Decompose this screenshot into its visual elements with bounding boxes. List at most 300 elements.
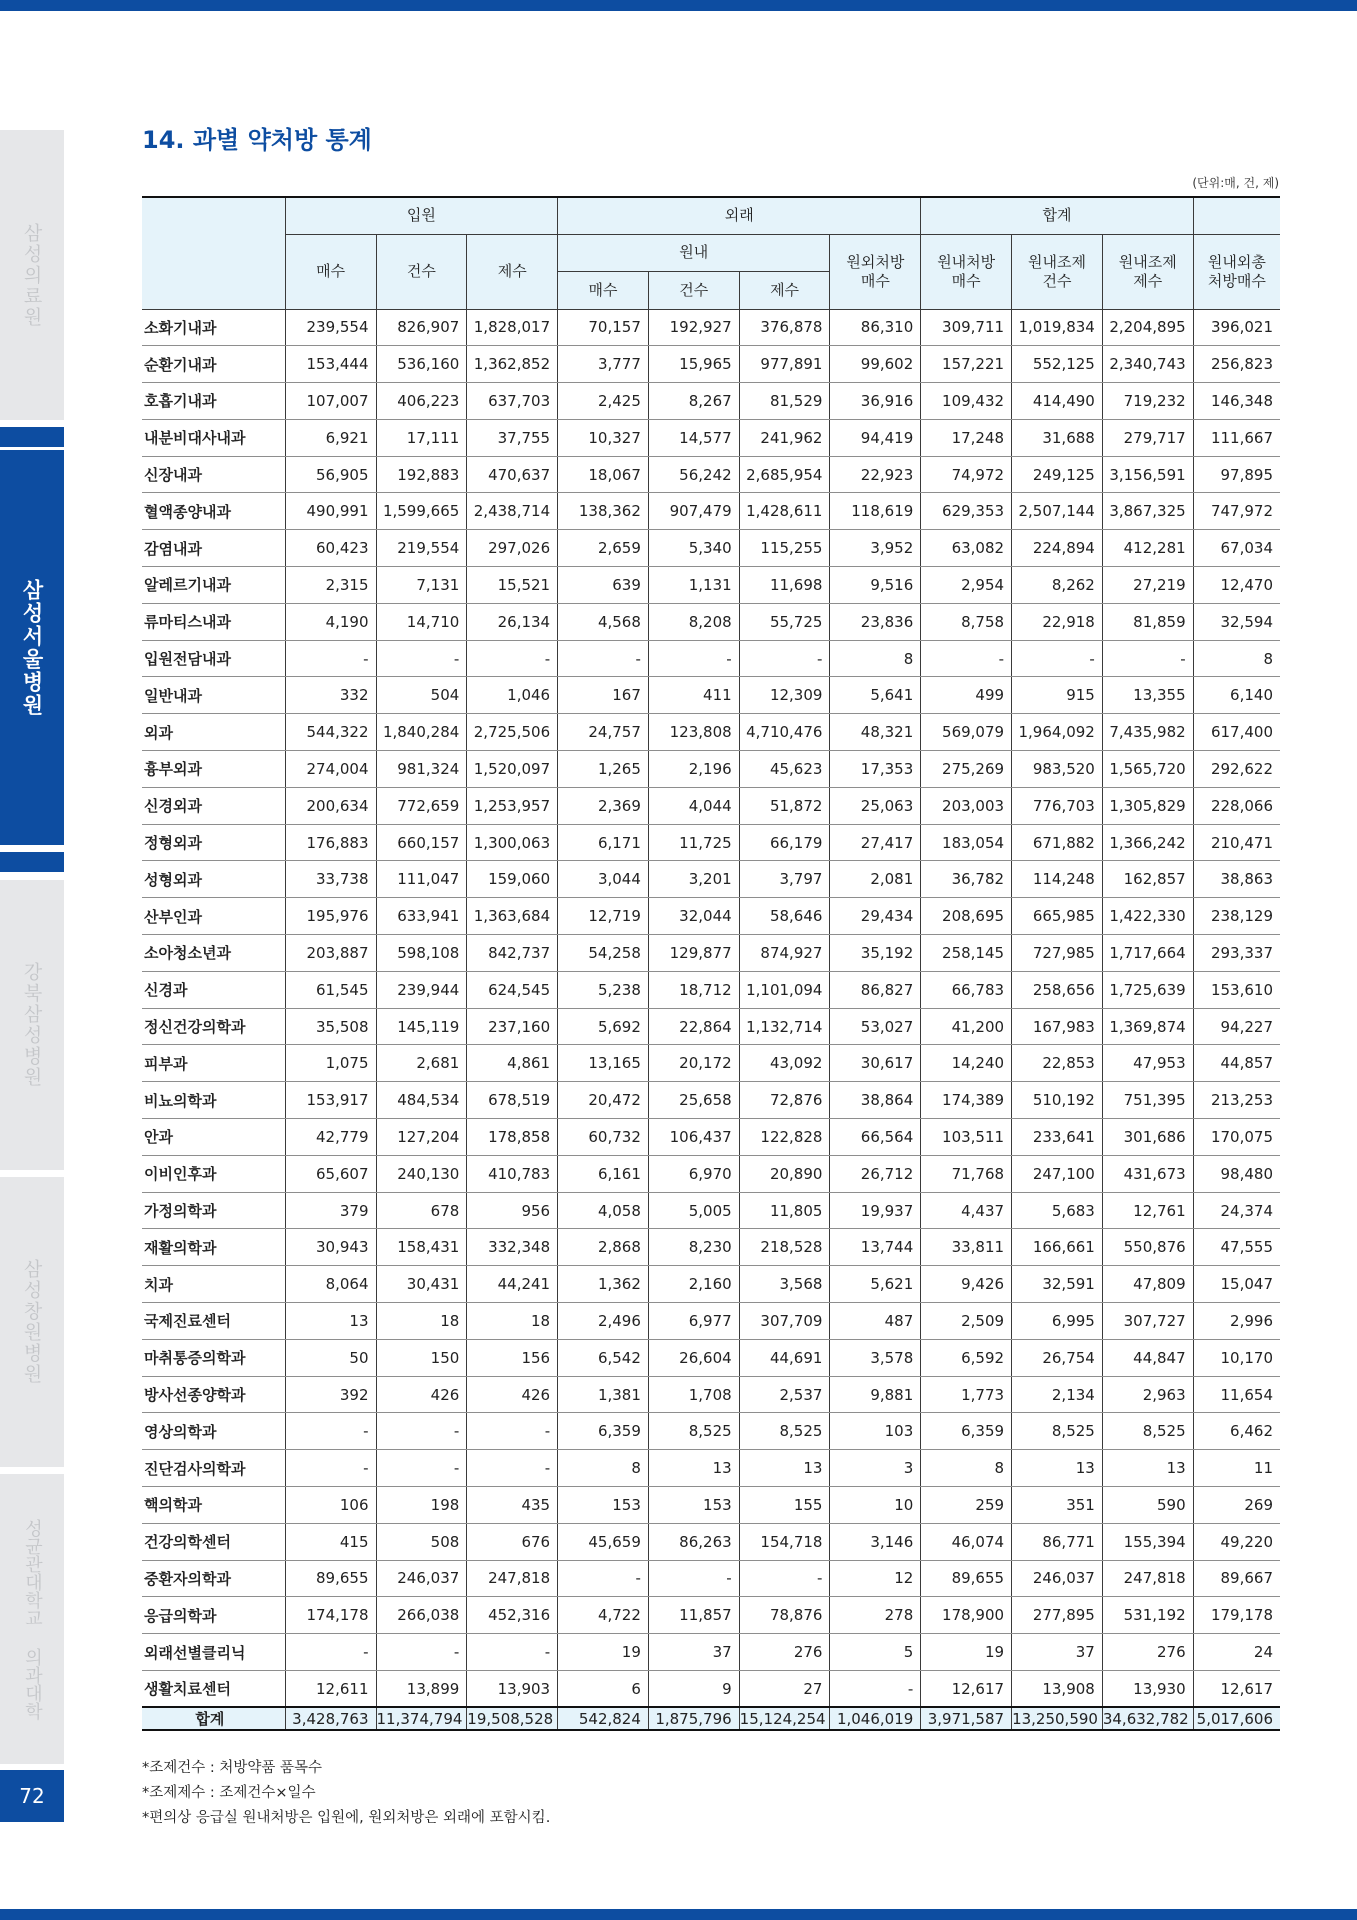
table-cell: 36,782 [921,861,1012,898]
table-cell: 153,444 [285,346,376,383]
prescription-stats-table [142,196,1280,1731]
table-cell: 307,727 [1102,1303,1193,1340]
side-tab-samsung-seoul-hospital[interactable] [0,450,64,845]
table-cell: 6,977 [648,1303,739,1340]
table-cell: 12,470 [1193,567,1280,604]
table-cell: 153,917 [285,1082,376,1119]
table-cell: 237,160 [467,1008,558,1045]
header-outpatient-cases: 건수 [648,272,739,310]
table-body [142,309,1280,1707]
table-cell: 2,196 [648,751,739,788]
table-cell: 32,044 [648,898,739,935]
dept-name: 이비인후과 [142,1155,285,1192]
table-cell: 27,219 [1102,567,1193,604]
table-cell: - [830,1670,921,1707]
table-cell: 747,972 [1193,493,1280,530]
table-cell: 53,027 [830,1008,921,1045]
table-row [142,640,1280,677]
table-cell: 776,703 [1012,787,1103,824]
table-cell: 2,160 [648,1266,739,1303]
table-cell: 411 [648,677,739,714]
dept-name: 가정의학과 [142,1192,285,1229]
dept-name: 중환자의학과 [142,1560,285,1597]
table-cell: 10,170 [1193,1339,1280,1376]
table-row [142,1119,1280,1156]
table-cell: 2,496 [558,1303,649,1340]
table-cell: 47,809 [1102,1266,1193,1303]
table-cell: 4,044 [648,787,739,824]
table-cell: 6 [558,1670,649,1707]
table-cell: 2,659 [558,530,649,567]
table-cell: - [558,1560,649,1597]
table-cell: 18 [467,1303,558,1340]
table-cell: 12,617 [921,1670,1012,1707]
header-in-rx-sheets: 원내처방 매수 [921,234,1012,309]
table-cell: 633,941 [376,898,467,935]
table-cell: 74,972 [921,456,1012,493]
table-cell: 219,554 [376,530,467,567]
table-cell: 12,611 [285,1670,376,1707]
table-cell: 2,868 [558,1229,649,1266]
table-cell: 17,111 [376,419,467,456]
table-cell: 18 [376,1303,467,1340]
table-cell: 55,725 [739,603,830,640]
table-cell: 89,655 [285,1560,376,1597]
table-cell: 155,394 [1102,1523,1193,1560]
table-row [142,567,1280,604]
table-cell: 431,673 [1102,1155,1193,1192]
table-cell: 7,435,982 [1102,714,1193,751]
table-cell: 154,718 [739,1523,830,1560]
table-cell: 351 [1012,1487,1103,1524]
table-cell: 719,232 [1102,383,1193,420]
table-cell: - [1012,640,1103,677]
table-cell: 5 [830,1634,921,1671]
table-cell: 678,519 [467,1082,558,1119]
table-cell: 153 [558,1487,649,1524]
table-row [142,346,1280,383]
table-cell: 81,859 [1102,603,1193,640]
side-tab-kangbuk-samsung-hospital[interactable] [0,880,64,1170]
table-cell: 15,047 [1193,1266,1280,1303]
table-cell: 170,075 [1193,1119,1280,1156]
table-cell: 2,507,144 [1012,493,1103,530]
table-cell: 29,434 [830,898,921,935]
table-cell: 6,592 [921,1339,1012,1376]
table-cell: 159,060 [467,861,558,898]
table-cell: 1,708 [648,1376,739,1413]
header-in-hospital: 원내 [558,234,830,272]
header-inpatient: 입원 [285,197,557,234]
table-cell: 11,805 [739,1192,830,1229]
total-row-label: 합계 [142,1707,285,1730]
table-cell: 2,725,506 [467,714,558,751]
table-cell: 874,927 [739,935,830,972]
table-cell: 111,667 [1193,419,1280,456]
table-cell: 14,240 [921,1045,1012,1082]
table-cell: 1,725,639 [1102,971,1193,1008]
table-cell: 772,659 [376,787,467,824]
table-cell: 3,578 [830,1339,921,1376]
table-cell: 86,310 [830,309,921,346]
table-cell: 22,923 [830,456,921,493]
table-cell: 12 [830,1560,921,1597]
table-cell: 1,599,665 [376,493,467,530]
table-cell: 14,710 [376,603,467,640]
table-row [142,1413,1280,1450]
side-tab-skku-school-of-medicine[interactable] [0,1474,64,1764]
table-cell: 123,808 [648,714,739,751]
side-tab-label: 성균관대학교 의과대학 [22,1518,43,1720]
table-cell: 56,242 [648,456,739,493]
table-cell: 751,395 [1102,1082,1193,1119]
table-cell: 499 [921,677,1012,714]
table-cell: 174,178 [285,1597,376,1634]
table-cell: - [376,1450,467,1487]
table-cell: 44,847 [1102,1339,1193,1376]
table-cell: 598,108 [376,935,467,972]
table-cell: 46,074 [921,1523,1012,1560]
table-cell: 11,857 [648,1597,739,1634]
dept-name: 핵의학과 [142,1487,285,1524]
table-row [142,1008,1280,1045]
table-cell: 617,400 [1193,714,1280,751]
table-row [142,1376,1280,1413]
side-tab-samsung-changwon-hospital[interactable] [0,1177,64,1467]
table-cell: 43,092 [739,1045,830,1082]
table-cell: 5,005 [648,1192,739,1229]
table-cell: 138,362 [558,493,649,530]
total-cell: 1,046,019 [830,1707,921,1730]
dept-name: 정형외과 [142,824,285,861]
total-cell: 542,824 [558,1707,649,1730]
table-cell: 274,004 [285,751,376,788]
table-row [142,1670,1280,1707]
table-cell: 8,525 [1012,1413,1103,1450]
table-cell: 13 [1012,1450,1103,1487]
table-cell: 13 [285,1303,376,1340]
table-cell: 1,717,664 [1102,935,1193,972]
table-cell: 1,520,097 [467,751,558,788]
table-cell: 118,619 [830,493,921,530]
table-cell: 70,157 [558,309,649,346]
table-cell: 37 [648,1634,739,1671]
table-row [142,493,1280,530]
table-cell: 7,131 [376,567,467,604]
dept-name: 비뇨의학과 [142,1082,285,1119]
table-cell: 13,355 [1102,677,1193,714]
table-cell: 4,058 [558,1192,649,1229]
table-cell: 1,101,094 [739,971,830,1008]
table-cell: 5,692 [558,1008,649,1045]
table-cell: 26,712 [830,1155,921,1192]
table-row [142,530,1280,567]
table-cell: 32,594 [1193,603,1280,640]
table-cell: 6,359 [921,1413,1012,1450]
table-row [142,603,1280,640]
table-cell: 2,963 [1102,1376,1193,1413]
table-cell: 51,872 [739,787,830,824]
dept-name: 생활치료센터 [142,1670,285,1707]
table-cell: 915 [1012,677,1103,714]
table-cell: 67,034 [1193,530,1280,567]
dept-name: 입원전담내과 [142,640,285,677]
table-cell: 167 [558,677,649,714]
table-cell: 1,369,874 [1102,1008,1193,1045]
table-cell: 241,962 [739,419,830,456]
table-cell: 392 [285,1376,376,1413]
table-cell: 426 [376,1376,467,1413]
header-out-rx-sheets: 원외처방 매수 [830,234,921,309]
side-tab-label: 삼성서울병원 [20,578,44,717]
dept-name: 외과 [142,714,285,751]
table-cell: 44,241 [467,1266,558,1303]
table-row [142,935,1280,972]
bottom-accent-bar [0,1909,1357,1920]
table-cell: 81,529 [739,383,830,420]
table-cell: - [739,1560,830,1597]
table-row [142,861,1280,898]
table-cell: 38,863 [1193,861,1280,898]
table-cell: 19 [558,1634,649,1671]
table-cell: 247,818 [1102,1560,1193,1597]
table-cell: 47,953 [1102,1045,1193,1082]
header-inpatient-sheets: 매수 [285,234,376,309]
table-cell: 4,861 [467,1045,558,1082]
table-cell: 210,471 [1193,824,1280,861]
table-cell: 6,462 [1193,1413,1280,1450]
table-cell: 826,907 [376,309,467,346]
table-cell: 1,565,720 [1102,751,1193,788]
header-dept [142,197,285,309]
dept-name: 영상의학과 [142,1413,285,1450]
table-cell: 218,528 [739,1229,830,1266]
table-cell: 8,525 [739,1413,830,1450]
table-row [142,1339,1280,1376]
footnote: *편의상 응급실 원내처방은 입원에, 원외처방은 외래에 포함시킴. [142,1810,551,1826]
table-cell: 60,423 [285,530,376,567]
table-cell: - [467,1413,558,1450]
table-cell: 192,883 [376,456,467,493]
table-row [142,1192,1280,1229]
table-cell: 269 [1193,1487,1280,1524]
dept-name: 방사선종양학과 [142,1376,285,1413]
table-cell: 12,617 [1193,1670,1280,1707]
table-cell: 332,348 [467,1229,558,1266]
table-row [142,1560,1280,1597]
table-cell: 426 [467,1376,558,1413]
table-cell: 292,622 [1193,751,1280,788]
table-cell: 550,876 [1102,1229,1193,1266]
page-title: 14. 과별 약처방 통계 [142,126,372,154]
table-cell: 3,044 [558,861,649,898]
table-cell: 78,876 [739,1597,830,1634]
table-cell: 259 [921,1487,1012,1524]
table-cell: 10,327 [558,419,649,456]
table-cell: 37,755 [467,419,558,456]
table-cell: 1,964,092 [1012,714,1103,751]
header-outpatient: 외래 [558,197,921,234]
table-cell: 94,227 [1193,1008,1280,1045]
dept-name: 피부과 [142,1045,285,1082]
table-cell: 8 [830,640,921,677]
table-row [142,456,1280,493]
table-cell: 13,165 [558,1045,649,1082]
table-cell: 5,621 [830,1266,921,1303]
table-cell: 406,223 [376,383,467,420]
table-cell: 35,192 [830,935,921,972]
table-cell: 17,353 [830,751,921,788]
table-cell: 247,100 [1012,1155,1103,1192]
table-row [142,1303,1280,1340]
table-cell: 25,658 [648,1082,739,1119]
header-total: 합계 [921,197,1193,234]
table-row [142,383,1280,420]
table-cell: 552,125 [1012,346,1103,383]
page-number: 72 [0,1770,64,1822]
table-cell: 4,568 [558,603,649,640]
total-cell: 34,632,782 [1102,1707,1193,1730]
table-cell: 11 [1193,1450,1280,1487]
table-cell: 239,944 [376,971,467,1008]
table-cell: 19,937 [830,1192,921,1229]
table-cell: 3,568 [739,1266,830,1303]
table-cell: 30,431 [376,1266,467,1303]
table-row [142,419,1280,456]
table-cell: 415 [285,1523,376,1560]
table-cell: 2,369 [558,787,649,824]
table-cell: 1,363,684 [467,898,558,935]
dept-name: 감염내과 [142,530,285,567]
table-cell: 569,079 [921,714,1012,751]
table-cell: 63,082 [921,530,1012,567]
table-cell: 60,732 [558,1119,649,1156]
table-cell: 17,248 [921,419,1012,456]
side-tab-label: 삼성창원병원 [20,1259,43,1385]
table-cell: 1,840,284 [376,714,467,751]
table-row [142,1229,1280,1266]
table-row [142,677,1280,714]
table-row [142,1634,1280,1671]
table-cell: 145,119 [376,1008,467,1045]
dept-name: 신경과 [142,971,285,1008]
dept-name: 산부인과 [142,898,285,935]
table-cell: 56,905 [285,456,376,493]
table-cell: 122,828 [739,1119,830,1156]
table-cell: 13 [739,1450,830,1487]
table-cell: 109,432 [921,383,1012,420]
table-cell: 183,054 [921,824,1012,861]
table-cell: 508 [376,1523,467,1560]
table-row [142,1266,1280,1303]
table-cell: 25,063 [830,787,921,824]
table-cell: 678 [376,1192,467,1229]
dept-name: 호흡기내과 [142,383,285,420]
table-cell: 13,930 [1102,1670,1193,1707]
table-cell: 2,537 [739,1376,830,1413]
footnotes [142,1756,550,1831]
table-cell: 624,545 [467,971,558,1008]
table-cell: 162,857 [1102,861,1193,898]
table-cell: 544,322 [285,714,376,751]
table-cell: 665,985 [1012,898,1103,935]
table-cell: 37 [1012,1634,1103,1671]
table-cell: 1,019,834 [1012,309,1103,346]
table-cell: - [285,1634,376,1671]
table-cell: 22,918 [1012,603,1103,640]
dept-name: 성형외과 [142,861,285,898]
table-cell: - [285,1450,376,1487]
table-cell: 203,003 [921,787,1012,824]
table-cell: 1,366,242 [1102,824,1193,861]
table-cell: 8,267 [648,383,739,420]
table-row [142,1045,1280,1082]
table-cell: 410,783 [467,1155,558,1192]
table-cell: 8,230 [648,1229,739,1266]
table-cell: 3 [830,1450,921,1487]
table-cell: 146,348 [1193,383,1280,420]
table-cell: 5,238 [558,971,649,1008]
table-cell: 13,903 [467,1670,558,1707]
table-cell: 58,646 [739,898,830,935]
table-cell: 35,508 [285,1008,376,1045]
table-cell: 510,192 [1012,1082,1103,1119]
dept-name: 혈액종양내과 [142,493,285,530]
dept-name: 신경외과 [142,787,285,824]
table-cell: 198 [376,1487,467,1524]
table-cell: 27 [739,1670,830,1707]
table-cell: 412,281 [1102,530,1193,567]
table-cell: 6,359 [558,1413,649,1450]
table-cell: 49,220 [1193,1523,1280,1560]
table-cell: 2,681 [376,1045,467,1082]
table-cell: 277,895 [1012,1597,1103,1634]
table-cell: 293,337 [1193,935,1280,972]
table-cell: 5,683 [1012,1192,1103,1229]
table-cell: 2,509 [921,1303,1012,1340]
table-cell: 233,641 [1012,1119,1103,1156]
table-cell: 106 [285,1487,376,1524]
table-cell: 50 [285,1339,376,1376]
total-cell: 11,374,794 [376,1707,467,1730]
side-tab-samsung-medical-center[interactable] [0,130,64,420]
table-cell: - [1102,640,1193,677]
header-outpatient-doses: 제수 [739,272,830,310]
table-cell: 150 [376,1339,467,1376]
table-cell: 8,262 [1012,567,1103,604]
dept-name: 건강의학센터 [142,1523,285,1560]
table-cell: 19 [921,1634,1012,1671]
side-tab-divider [0,852,64,872]
dept-name: 정신건강의학과 [142,1008,285,1045]
table-cell: 246,037 [1012,1560,1103,1597]
table-cell: 956 [467,1192,558,1229]
table-cell: 276 [1102,1634,1193,1671]
table-cell: 3,952 [830,530,921,567]
table-cell: 8 [921,1450,1012,1487]
table-cell: 153 [648,1487,739,1524]
total-cell: 13,250,590 [1012,1707,1103,1730]
table-row [142,751,1280,788]
dept-name: 소아청소년과 [142,935,285,972]
table-row [142,824,1280,861]
table-cell: 156 [467,1339,558,1376]
table-cell: 8 [558,1450,649,1487]
table-cell: 379 [285,1192,376,1229]
table-cell: 1,422,330 [1102,898,1193,935]
header-in-out-total-rx: 원내외총 처방매수 [1193,234,1280,309]
table-cell: 31,688 [1012,419,1103,456]
